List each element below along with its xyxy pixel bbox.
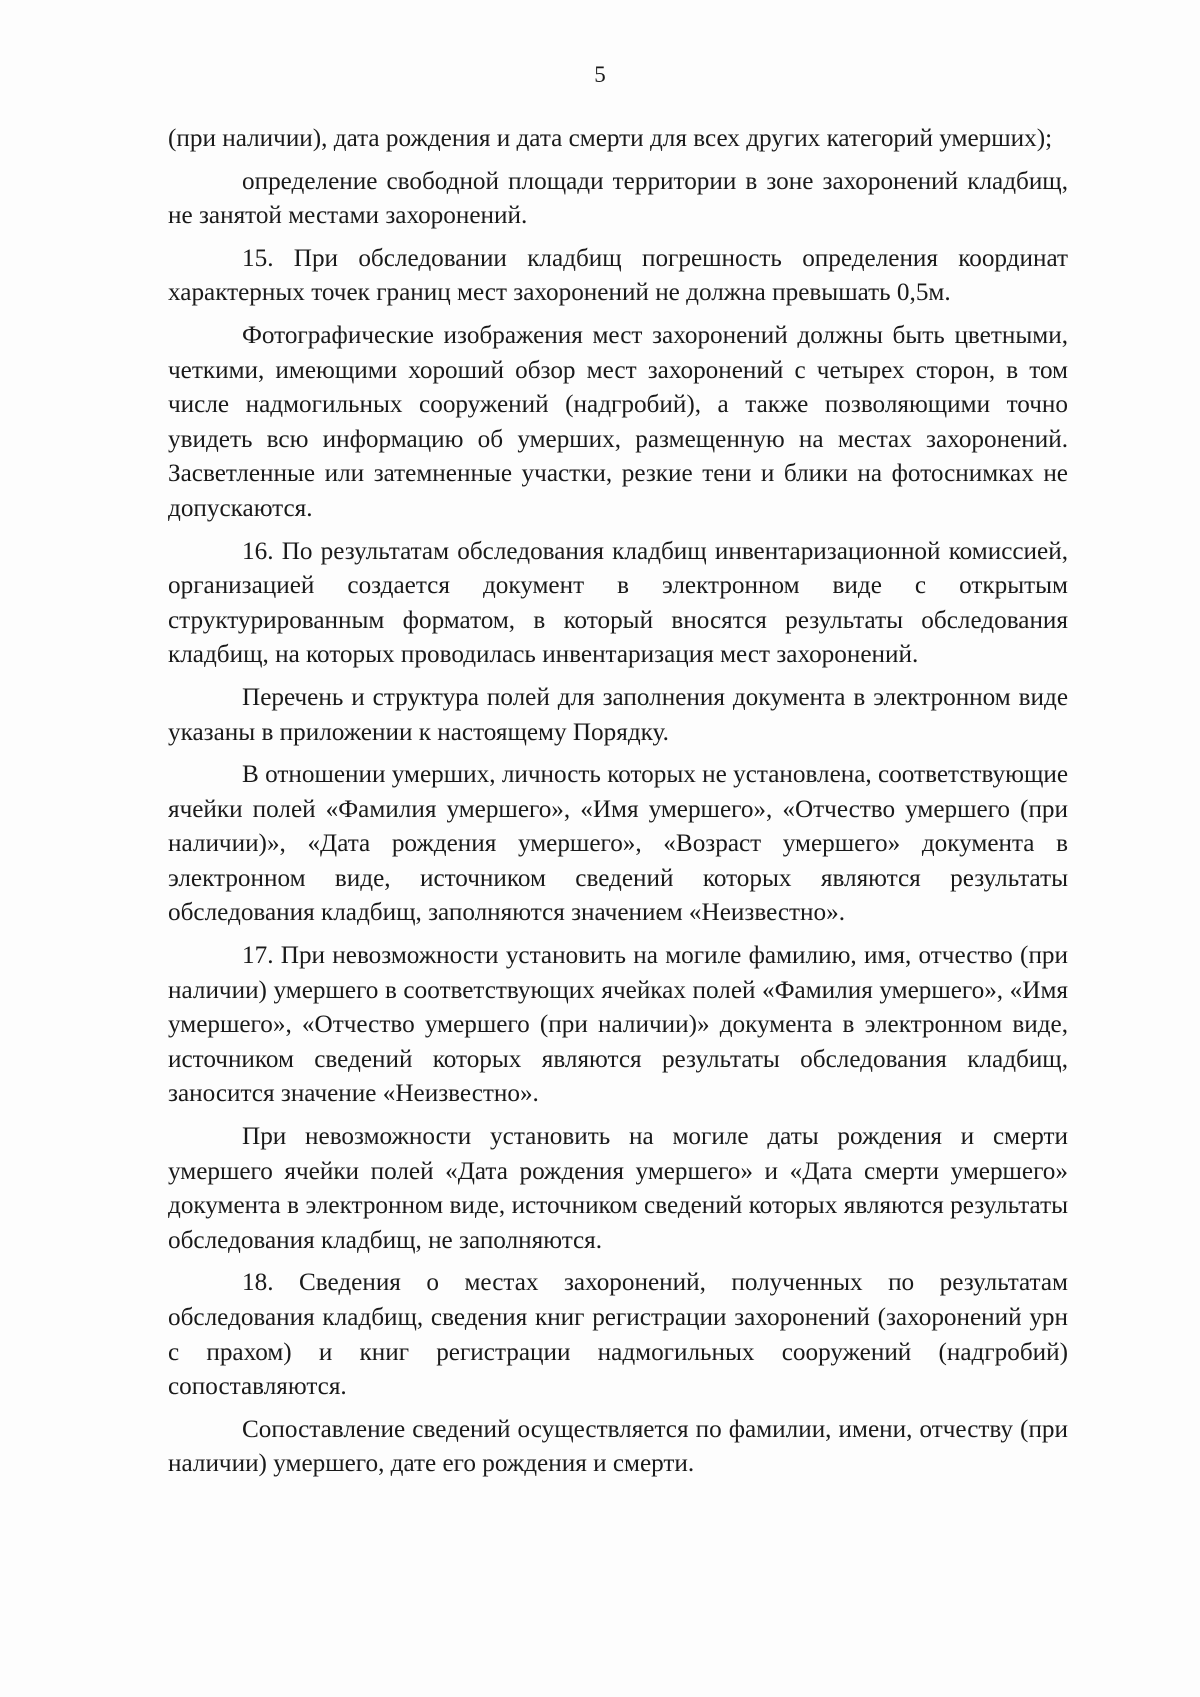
paragraph-18: 18. Сведения о местах захоронений, полученных по результатам обследования кладбищ, сведения книг регистрации захоронений (захоронений урн с прахом) и книг регистрации надмогильных сооружений (надгробий) сопоставляются. <box>168 1269 1068 1401</box>
page-number: 5 <box>594 62 606 87</box>
paragraph-photographs: Фотографические изображения мест захоронений должны быть цветными, четкими, имеющими хороший обзор мест захоронений с четырех сторон, в том числе надмогильных сооружений (надгробий), а также позволяющими точно увидеть всю информацию об умерших, размещенную на местах захоронений. Засветленные или затемненные участки, резкие тени и блики на фотоснимках не допускаются. <box>168 321 1068 522</box>
paragraph-unidentified: В отношении умерших, личность которых не установлена, соответствующие ячейки полей «Фамилия умершего», «Имя умершего», «Отчество умершего (при наличии)», «Дата рождения умершего», «Возраст умершего» документа в электронном виде, источником сведений которых являются результаты обследования кладбищ, заполняются значением «Неизвестно». <box>168 761 1068 927</box>
paragraph-16: 16. По результатам обследования кладбищ инвентаризационной комиссией, организацией создается документ в электронном виде с открытым структурированным форматом, в который вносятся результаты обследования кладбищ, на которых проводилась инвентаризация мест захоронений. <box>168 537 1068 669</box>
document-body <box>168 122 1068 1482</box>
paragraph-continuation: (при наличии), дата рождения и дата смерти для всех других категорий умерших); <box>168 125 1053 152</box>
paragraph-comparison: Сопоставление сведений осуществляется по фамилии, имени, отчеству (при наличии) умершего, дате его рождения и смерти. <box>168 1415 1068 1478</box>
paragraph-free-area: определение свободной площади территории в зоне захоронений кладбищ, не занятой местами захоронений. <box>168 167 1068 230</box>
paragraph-dates-unknown: При невозможности установить на могиле даты рождения и смерти умершего ячейки полей «Дата рождения умершего» и «Дата смерти умершего» документа в электронном виде, источником сведений которых являются результаты обследования кладбищ, не заполняются. <box>168 1123 1068 1254</box>
paragraph-15: 15. При обследовании кладбищ погрешность определения координат характерных точек границ мест захоронений не должна превышать 0,5м. <box>168 244 1068 307</box>
paragraph-17: 17. При невозможности установить на могиле фамилию, имя, отчество (при наличии) умершего в соответствующих ячейках полей «Фамилия умершего», «Имя умершего», «Отчество умершего (при наличии)» документа в электронном виде, источником сведений которых являются результаты обследования кладбищ, заносится значение «Неизвестно». <box>168 942 1068 1108</box>
paragraph-fields-list: Перечень и структура полей для заполнения документа в электронном виде указаны в приложении к настоящему Порядку. <box>168 683 1068 746</box>
